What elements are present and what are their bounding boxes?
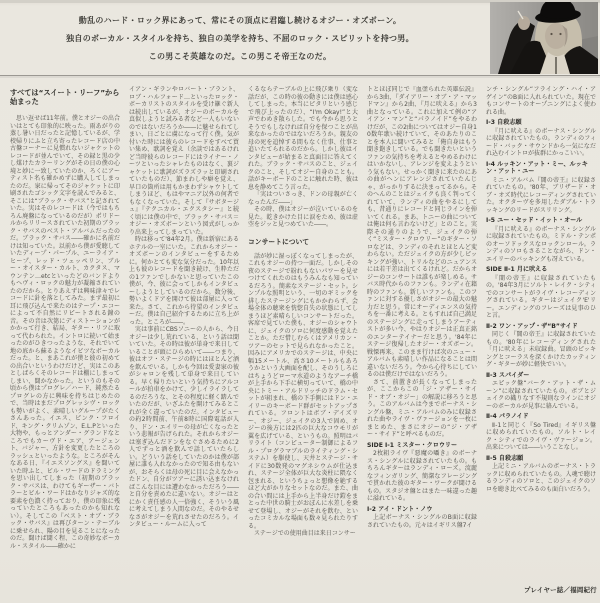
header-line-3: この男こそ英雄なのだ。この男こそ帝王なのだ。	[148, 52, 332, 61]
paragraph: 実は事前にCBSソニーの人から、今日オジーは少し荒れている、という話は聞いていた。その時は彼が単身で来日していることが頭にひらめいて――つまり、彼はオフ・ステージの時にはほとんど酒を飲んでいる。しかも今回は愛妻家の彼がシャロンを残して単身で来日している。早く帰りたいという気持ちにアルコールが拍車をかけて、少しイライラしてるのだろうな、とその程度に軽く踏んでいたのだが、いざふたを開けてみるとこれが全く違っていたのだ。インタビューの約2時間前、午前8時に国際電話が入り、ドン・エイリーの母が亡くなったという悲報が告げられた。それからオジーは塞ぎ込んだドンをなぐさめるために2人でずっと酒を飲んで話していたらしい。どういう話をしていたのかは僕が部屋に誰も入れなかったので知る由もないが、おそらくは母の死に目に会えなかったドン、自分がツアーに誘い込まなければこんな目には遭わなかっただろう――と自分を責めたに違いない。オジーはとにかく責任感の人一倍強く、そういう風に考えてしまう人間なのだ。そのやるせなさがオジーを荒れさせたのだろう。インタビュー・ルームに入って	[129, 326, 239, 528]
section-heading: Ⅱ-2 ワン・アップ・ザ“B”サイド	[486, 322, 578, 330]
header-line-2: 独自のボーカル・スタイルを持ち、独自の美学を持ち、不屈のロック・スピリットを持つ男。	[66, 34, 414, 43]
section-heading: Ⅰ-2 アイ・ドント・ノウ	[367, 505, 433, 513]
ozzy-portrait-photo	[490, 2, 598, 74]
text-column-4	[367, 86, 477, 598]
section-heading: Ⅰ-4 ルッキン・アット・ミー、ルッキン・アット・ユー	[486, 160, 588, 175]
paragraph: 思い返せば11年前。僕とオジーの出合いはとても印象的に映った。雨あがりの蒸し暑い日だったと記憶しているが、学校帰りにふと立ち寄ったレコード店の中古盤コーナーに見慣れないジャケットのレコードが並んでいて、その緑と黒の少し煤けたカラーリングがその日の僕の心境と妙に一致していたのか、ろくにアーティスト名も確かめずに購入してしまったのだ。家に帰ってそのジャケットに印刷されたゴシック文字を読んでみると、そこには“ブラック・サバス”と記されていた。実はそのレコードは（今ではもちろん廃盤になっているのだが）ポリドールからリリースされていた初期のブラック・サバスのベスト・アルバムだったのだ。ブラック・サバス――確かに名前だけは知っていた。以前から僕が愛聴していたディープ・パープル、ユーライア・ヒープ、レッド・ツェッペリン、ブルー・オイスター・カルト、カクタス、マウンテン…etcといったどのバンドよりもヘヴィ・ロックの魅力が凝縮されていたのだから。とりあえずは興味津々でレコードに針を落としてみた。まず最初に耳に飛び込んで来たのはテープ・エコーによって不自然にリピートされる鐘の音。その音は次第にディストーションがかかって行き、結局、ギター・リフに取って代わられた。イントロに続いて始まったのがひきつったような、それでいて地の底から蘇るようなイビツなボーカルだった。と、まあこれが僕と彼の初めての出合いというわけだけど、実はこのあとしばらくそのレコードは棚にしまってしまい、聞かなかった。というのもその頃から僕はプログレ／ハード、純然たるプログレの方に興味を持ちはじめたので、当時はまだプログレッシヴ・ロックも勢いがよく、素晴しいグループがたくさんあった。イエス、ピンク・フロイド、キング・クリムゾン、E.L.Pといった大物や、もっとアンダー・グランドなところでもカーヴド・エア、アージェント、バジャー、方針を変更したところのラッシュといったような。ところがそんなある日、『イエスソングス』を聞いていた時ふと、ビル・ワードのドラミングを思い出してしまった（初期のブラック・サバスは、わけてもギーザー・バトラーとビル・ワードはかなりジャズ的な要素を色濃く持っており、僕の印象に残っていたところもあったのかも知れない）。そしてこの『ベスト・オブ・ブラック・サバス』は再びターン・テーブルに乗せられ、陽の目を見ることになったのだ。聞けば聞く程、この奇妙なボーカル・スタイル――確かに	[10, 115, 120, 550]
section-heading: Ⅱ-5 自殺志願	[486, 454, 524, 462]
paragraph: その時、僕はオジーが泣いているのを見た。乾きかけた目に涙をため、彼は虚空をジッと見つめていた――。	[248, 206, 358, 228]
paragraph: 同じく『闇の帝王』に収録されていたもの。'80年にレコーディングされた「月に吠える」未収録曲。冒頭のピッキングとコーラスを深くかけたカッティング・ギターが妙に軽快でいい。	[486, 331, 596, 368]
section-heading: SIDE Ⅱ-1 月に吠える	[486, 266, 548, 273]
section-heading: Ⅰ-3 自殺志願	[486, 119, 522, 126]
right-eye	[559, 33, 561, 35]
paragraph: 時は移って'84年2月。僕は新宿にあるホテルの一室にいた。これからオジー・オズボーンのインタビューをするために。何かとても変な気分だった。10年以上も彼のレコードを聞き続け、生粋ただの1ファンでしかないと思っていたこの僕が、今、彼に会ってしかもインタビューしようとしているのだから。数分後、勢いよくドアを開けて彼は部屋に入って来た。さて、これから待望のインタビューだ。僕は自己紹介するために立ち上がった。ところが――。	[129, 236, 239, 326]
section-heading: Ⅰ-5 ユー・セッド・イット・オール	[486, 217, 583, 224]
text-column-2	[129, 86, 239, 598]
article-columns	[10, 86, 598, 598]
paragraph: 『月に吠える』のボーナス・シングルに収録されていたもの。ミドル・テンポのオーソドックスなロックンロール。ランディのソロもさることながら、ドン・エイリーのバッキングも冴えている。	[486, 225, 596, 263]
header-block	[15, 12, 465, 66]
section-heading: SIDE Ⅰ-1 ミスター・クロウリー	[367, 441, 458, 449]
paragraph: ステージでの使用曲目は来日コンサー	[254, 530, 356, 537]
header-line-1: 動乱のハード・ロック界にあって、常にその頂点に君臨し続けるオジー・オズボーン。	[78, 16, 402, 25]
text-column-1	[10, 86, 120, 598]
paragraph: Ⅱ-1と同じく『So Tired』イギリス盤に収められていたもの。ソルト・レイク・シティでのライヴ・ヴァージョン。出来については――いうことなし。	[486, 421, 596, 451]
paragraph: 2枚組ライヴ『悪魔の囁き』のボーナス・シングルに収録されていたもの。もちろんギターはランディ・ローズ。流麗なフィンガリング、簡潔なフレージングで貫かれた彼のギター・ワークが聞けるもの。スタジオ盤とはまた一味違った趣に溢れている。	[367, 450, 477, 502]
paragraph: トとほぼ同じで『血塗られた英雄伝説』から3曲、『ダイアリー・オブ・ア・マッドマン』から2曲、『月に吠える』から3曲となっている。これに加えて例の“アイアン・マン”と“パラノイド”をやるわけだが、この2曲についてはオジー自身10数年歌い続けていて、そのあたりのことを本人に聞いてみると「俺自身はもう聞き飽きしている。でも聞きたいというファンの気持ちを考えるとやめるわけにはいかないし、アレンジを変えようという気もない。せっかく聞きに来たのにあの曲がヘンにアレンジされていたんじゃ、がっかりするに決まってるから。そのへんのことはジェイクも良く判ってくれていて、ランディの曲をやるにしても、昔通りにレコードと同じラインを弾いてくれる。まあ、トニーの曲については俺は何も言わないけど」とのこと。実際その通りのようで、ジェイクの弾く“ミスター・クロウリー”のギター・ソロなどは、ランディのそれとほとんど変わらない。ただジェイクの方が少しピッキングが強い、トリルなどのニュアンスには若干差は出てくるけれど。だからオジーのコンサートは誰もが楽しめる。サバス時代からのファンも。ランディ在籍時のファンも。新しいファンも。このファンに対する優しさがオジーの最大の魅力だと思う。常にオーディエンスの気持ちを一番に考える。ともすれば自己満足のステージングに走ってしまうアーティストが多い今、やはりオジーは正真正銘のエンターテイナーだと思う。'84年にステージ復帰したオジー・オズボーン。戦慄再来。このまま行けば次のニュー・アルバムも素晴しい作品になることは間違いないだろう。今から心待ちにしているのは僕だけではないだろう。	[367, 86, 477, 378]
hat-crown	[540, 2, 576, 19]
paragraph: エピック盤“バーク・アット・ザ・ムーン”に収録されていたもの。ボブとジェイクの織りなす不規則なラインにオジーのボーカルが見事に絡んでいる。	[486, 380, 596, 410]
paragraph: 上記ボーナス・シングルのB面に収録されていたもの。元々はイギリス盤7イ	[367, 514, 477, 529]
text-column-3	[248, 86, 358, 598]
portrait-illustration	[490, 2, 598, 74]
hand	[518, 16, 530, 30]
page-credit: プレイヤー誌／福岡紀行	[523, 586, 597, 594]
header-divider	[0, 75, 600, 76]
paragraph: 話が妙に湿っぽくなってしまったが、これもオジーの持つ一面だ。しかしその夜のステージで紛れもないパワーを見せつけてくれたのはもうみんなも知っているだろう。簡素なステージ・セット。シンプルな照明という、一切のギミックを排したステージングにもかかわらず、会場全体の聴衆を恍惚自失の状態にしてしまうほど素晴らしいコンサートだった。客席で見ていた僕も、オジーのシャウトに、ジェイクのソロに何度感動を覚えたことか。ただ惜しむらくはアメリカン・ツアーのセットで見られなかったこと。因みにアメリカでのステージは、中央に幅15メートル、高さ10メートルもあろうかという大画面を配し、そのうしろにはちょうどローマ水道のようなアーチ橋が上手から下手に横切っていて、橋の中央にトミー・アルドリッチのドラム・セットが組まれ、橋の下手側にはドン・エイリーのキーボード群がセットアップされている。フロントはボブ・デイズリー、オジー、ジェイクの3人で固め、オジーの後方には2匹の巨大なコウモリが翼を広げている、というもの。照明はバリライト（コンピューター制御によるフル・プログラマブルのライティング・システム）を駆使し、天井とステージ・サイドに30数発のマグネシウムが仕込まれ、ステージ全体が巨大な炎柱に隈なく包まれる、というちょっと想像を絶するほど大がかりなセットなのだ。また、曲の合い間には上手から上半身だけ鎧をまとった中世の騎士がおぼんに水差しを乗せて登場し、オジーがそれを飲む、といったコミカルな場面も数々見られたりする。	[248, 252, 358, 530]
paragraph: くるならテーブルの上に飛び乗り（変な話だが、この時の彼の動きには僕は感心してしまった。本当にピタリという感じで飛び上ったのだ）、“I'm Okay!”と大声でわめき散らした。でも今から思うとそうでもしなければ自分を保つことが出来なかったのではないだろうか。親友の母の死を追悼する間もなく仕事、仕事と追いたてられるのだから。しかし彼はインタビューが始まると真面目に答えてくれた。ブラック・サバスのこと、ジェイクのこと、そしてオジー自身のことも。話がキーボードのことに触れた時、彼は息を静めてこう言った。	[248, 86, 358, 191]
section-heading: Ⅱ-3 スパイダー	[486, 371, 530, 379]
paragraph: 『月に吠える』のボーナス・シングルに収録されていたもの。ランディのフィード・バック・サウンドから一気になだれ込むイントロが抜群にかっこいい。	[486, 127, 596, 157]
left-eye	[550, 33, 552, 35]
paragraph: 『闇の帝王』に収録されていたもの。'84年3月にソルト・レイク・シティでのコンサートがライヴ・レコーディングされている。ギターはジェイク'E'リー。エンディングのフレーズは見事のひと言。	[486, 274, 596, 319]
section-heading: すべては“スイート・リーフ”から始まった	[10, 88, 120, 106]
paragraph: 上記ミニ・アルバムのボーナス・トラックに収められていたもの。入魂で聴けるランディのソロと、このジェイクのソロを聴き比べてみるのも面白いだろう。	[486, 463, 596, 493]
paragraph: 「実はついさっき、ドンの母親が亡くなったんだ――」	[248, 191, 358, 206]
paragraph: イアン・ギランやロバート・プラント、ロブ・ハルフォード…といったロック・ボーカリストのスタイルを受け継ぐ新人は続出しているが、オジーのボーカルを真似しようと試みる者など一人もいないのではないだろうか――に魅せられてしまい、日ごとに虜になって行く僕。気が付いた時には彼らのレコードをすべて買い集め、歌詞を覚え（余談ではあるけれど当時彼らのレコードにはライナー・ノーツといったシャレたものはなく、裏ジャケットに歌詞がズラズラッと印刷されていたものだ）、節まわしや癖を覚え、早口の箇所は用もかまわずシャウトしてしまうほど、もはやマニア以外の何者でもなくなっていた。そして『サボタージュ』『テクニカル・エクスタシー』と続く頃には僕の中で、ブラック・サバス＝オジー・オズボーンという図式がしっかり出来上ってしまっていた。	[129, 86, 239, 236]
paragraph: ミニ・アルバム『闇の帝王』に収録されていたもの。'80年、ブリザード・オブ・オズ時代にレコーディングされていた。オクターヴを多用したダブル・トラッキングのリードがスリリング。	[486, 176, 596, 214]
paragraph: さて、前置きが長くなってしまったが、ここからこの「ジ・アザー・サイド・オブ・オジー」の解説に移ろうと思う。このアルバムは今までボーナス・シングル盤、ミニ・アルバムのみに収録された曲やライヴ・ヴァージョンを一枚にまとめた、まさにオジーの“ジ・アザー・サイド”と呼べるものだ。	[367, 378, 477, 438]
text-column-5	[486, 86, 596, 598]
paragraph: ンチ・シングル“フライング・ハイ・アゲイン”のB面に入れられていた。現在でもコンサートのオープニングによく使われる曲。	[486, 86, 596, 116]
section-heading: Ⅱ-4 パラノイド	[486, 413, 529, 420]
section-heading: コンサートについて	[248, 237, 310, 246]
